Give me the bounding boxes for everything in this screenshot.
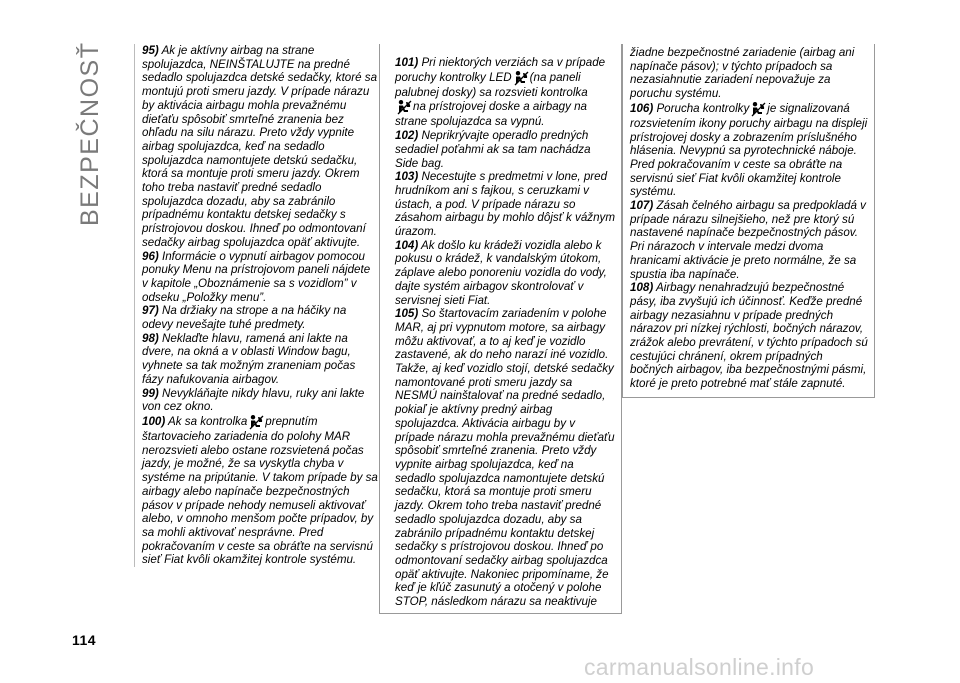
warning-number: 95)	[142, 44, 159, 57]
warning-number: 104)	[395, 238, 419, 252]
warning-105	[395, 307, 615, 608]
airbag-warning-icon	[750, 101, 766, 117]
warning-102	[395, 129, 615, 170]
watermark: carmanualsonline.info	[584, 654, 815, 680]
warning-text: žiadne bezpečnostné zariadenie (airbag ani napínače pásov); v týchto prípadoch sa nezasiahnutie zariadení nepovažuje za poruchu systému.	[630, 46, 855, 101]
warning-text: Pri niektorých verziách sa v prípade poruchy kontrolky LED	[395, 56, 606, 84]
warning-95	[142, 44, 378, 250]
warning-text: Na držiaky na strope a na háčiky na odevy nevešajte tuhé predmety.	[142, 304, 347, 332]
warning-text: Porucha kontrolky	[656, 101, 750, 115]
warning-column-3	[622, 44, 875, 398]
warning-108	[630, 281, 869, 391]
warning-105-continued	[630, 46, 869, 101]
warning-number: 107)	[630, 199, 654, 213]
warning-text: Ak je aktívny airbag na strane spolujazdca, NEINŠTALUJTE na predné sedadlo spolujazdca detské sedačky, ktoré sa montujú proti smeru jazdy. V prípade nárazu by aktivácia airbagu mohla prevažnému dieťaťu spôsobiť smrteľné zranenia bez ohľadu na silu nárazu. Preto vždy vypnite airbag spolujazdca, keď na sedadlo spolujazdca namontujete detskú sedačku, ktorá sa montuje proti smeru jazdy. Okrem toho treba nastaviť predné sedadlo spolujazdca dozadu, aby sa zabránilo prípadnému kontaktu detskej sedačky s prístrojovou doskou. Ihneď po odmontovaní sedačky airbag spolujazdca opäť aktivujte.	[142, 44, 378, 249]
warning-104	[395, 239, 615, 308]
airbag-warning-icon	[396, 99, 412, 115]
warning-number: 106)	[630, 101, 654, 115]
warning-99	[142, 387, 378, 414]
warning-number: 97)	[142, 304, 159, 318]
warning-text: Neprikrývajte operadlo predných sedadiel poťahmi ak sa tam nachádza Side bag.	[395, 129, 591, 170]
warning-column-2	[379, 44, 622, 614]
warning-number: 101)	[395, 56, 419, 69]
warning-text: Neklaďte hlavu, ramená ani lakte na dvere, na okná a v oblasti Window bagu, vyhnete sa tak možným zraneniam počas fázy nafukovania airbagov.	[142, 331, 356, 386]
warning-number: 105)	[395, 307, 419, 321]
warning-number: 100)	[142, 415, 166, 429]
airbag-warning-icon	[248, 414, 264, 430]
warning-text: prepnutím štartovacieho zariadenia do polohy MAR nerozsvieti alebo ostane rozsvietená počas jazdy, je možné, že sa vyskytla chyba v systéme na pripútanie. V takom prípade by sa airbagy alebo napínače bezpečnostných pásov v prípade nehody nemuseli aktivovať alebo, v omnoho menšom počte prípadov, by sa mohli aktivovať nesprávne. Pred pokračovaním v ceste sa obráťte na servisnú sieť Fiat kvôli okamžitej kontrole systému.	[142, 415, 378, 567]
warning-number: 98)	[142, 331, 159, 345]
warning-100	[142, 414, 378, 567]
warning-text: Nevykláňajte nikdy hlavu, ruky ani lakte von cez okno.	[142, 386, 365, 414]
warning-101	[395, 56, 615, 129]
airbag-warning-icon	[513, 70, 529, 86]
warning-number: 108)	[630, 281, 654, 295]
warning-number: 99)	[142, 386, 159, 400]
page-number: 114	[72, 632, 97, 648]
warning-text: So štartovacím zariadením v polohe MAR, aj pri vypnutom motore, sa airbagy môžu aktivovať, a to aj keď je vozidlo zastavené, ak do neho narazí iné vozidlo. Takže, aj keď vozidlo stojí, detské sedačky namontované proti smeru jazdy sa NESMÚ nainštalovať na predné sedadlo, pokiaľ je aktívny predný airbag spolujazdca. Aktivácia airbagu by v prípade nárazu mohla prevažnému dieťaťu spôsobiť smrteľné zranenia. Preto vždy vypnite airbag spolujazdca, keď na sedadlo spolujazdca namontujete detskú sedačku, ktorá sa montuje proti smeru jazdy. Okrem toho treba nastaviť predné sedadlo spolujazdca dozadu, aby sa zabránilo prípadnému kontaktu detskej sedačky s prístrojovou doskou. Ihneď po odmontovaní sedačky airbag spolujazdca opäť aktivujte. Nakoniec pripomíname, že keď je kľúč zasunutý a otočený v polohe STOP, následkom nárazu sa neaktivuje	[395, 307, 615, 609]
warning-text: Necestujte s predmetmi v lone, pred hrudníkom ani s fajkou, s ceruzkami v ústach, a pod. V prípade nárazu so zásahom airbagu by mohlo dôjsť k vážnym úrazom.	[395, 170, 615, 239]
warning-text: je signalizovaná rozsvietením ikony poruchy airbagu na displeji prístrojovej dosky a zobrazením príslušného hlásenia. Nevypnú sa pyrotechnické náboje. Pred pokračovaním v ceste sa obráťte na servisnú sieť Fiat kvôli okamžitej kontrole systému.	[630, 101, 868, 199]
warning-97	[142, 304, 378, 331]
section-title-text: BEZPEČNOSŤ	[76, 41, 104, 226]
warning-text: Airbagy nenahradzujú bezpečnostné pásy, iba zvyšujú ich účinnosť. Keďže predné airbagy nezasiahnu v prípade predných nárazov pri nízkej rýchlosti, bočných nárazov, zrážok alebo prevrátení, v týchto prípadoch sú cestujúci chránení, okrem prípadných bočných airbagov, iba bezpečnostnými pásmi, ktoré je preto potrebné mať stále zapnuté.	[630, 281, 868, 391]
warning-98	[142, 332, 378, 387]
warning-text: Ak sa kontrolka	[168, 415, 248, 429]
section-title-graphic	[72, 30, 106, 230]
warning-text: na prístrojovej doske a airbagy na strane spolujazdca sa vypnú.	[395, 100, 588, 129]
warning-107	[630, 199, 869, 281]
section-title	[72, 30, 106, 230]
warning-number: 102)	[395, 129, 419, 143]
warning-106	[630, 101, 869, 199]
warning-text: (na paneli palubnej dosky) sa rozsvieti kontrolka	[395, 70, 588, 99]
warning-text: Ak došlo ku krádeži vozidla alebo k pokusu o krádež, k vandalským útokom, záplave alebo ponoreniu vozidla do vody, dajte systém airbagov skontrolovať v servisnej sieti Fiat.	[395, 238, 607, 307]
warning-text: Zásah čelného airbagu sa predpokladá v prípade nárazu silnejšieho, než pre ktorý sú nastavené napínače bezpečnostných pásov. Pri nárazoch v intervale medzi dvoma hranicami aktivácie je preto normálne, že sa spustia iba napínače.	[630, 199, 866, 281]
warning-number: 103)	[395, 170, 419, 184]
warning-number: 96)	[142, 249, 159, 263]
warning-103	[395, 170, 615, 239]
warning-column-1	[134, 44, 378, 567]
warning-96	[142, 250, 378, 305]
warning-text: Informácie o vypnutí airbagov pomocou ponuky Menu na prístrojovom paneli nájdete v kapitole „Oboznámenie sa s vozidlom” v odseku „Položky menu”.	[142, 249, 371, 304]
